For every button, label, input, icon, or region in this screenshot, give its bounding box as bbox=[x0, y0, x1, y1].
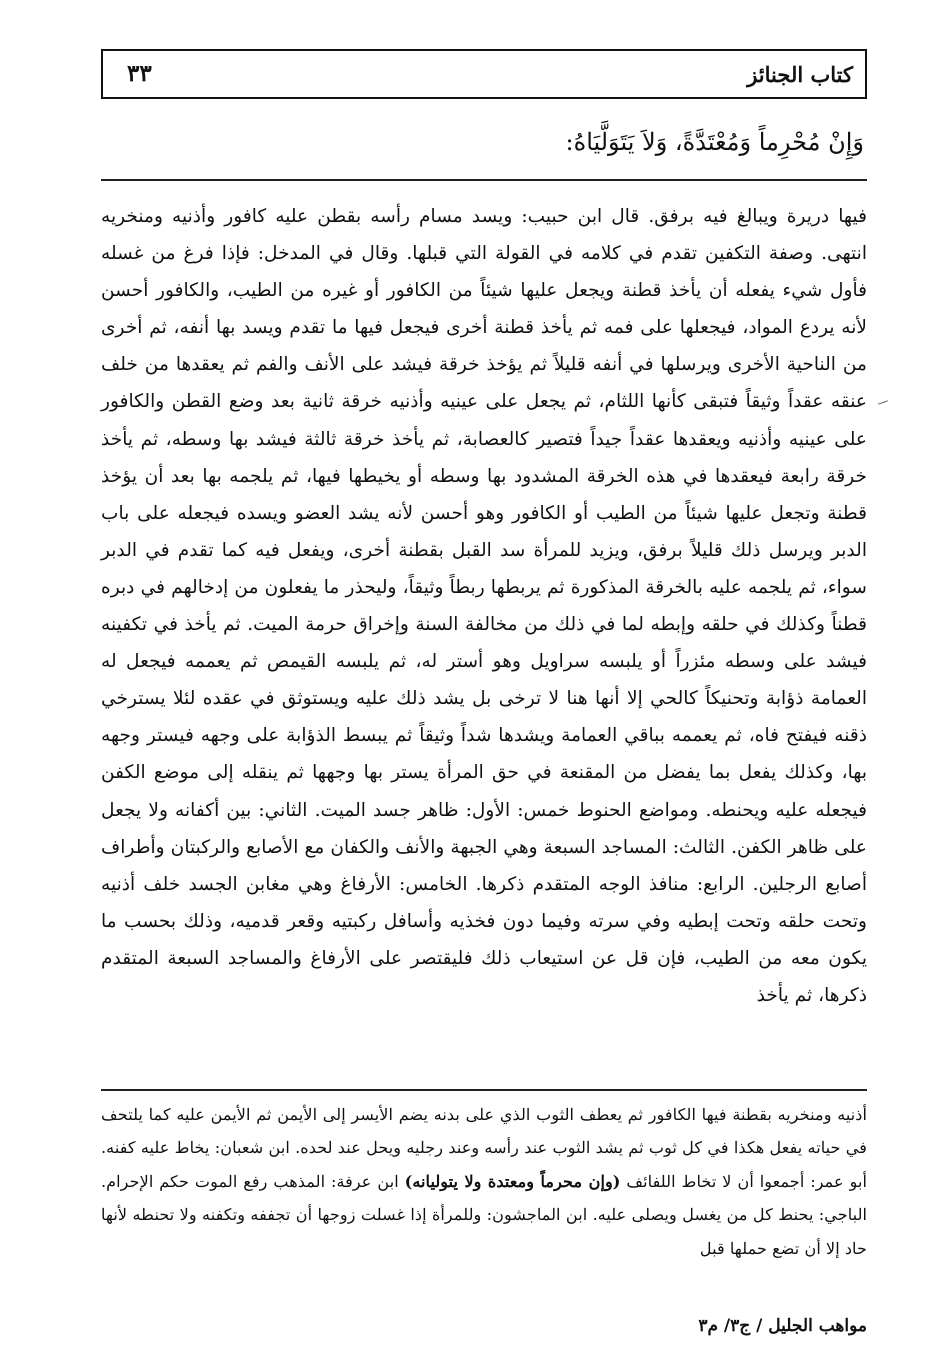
footnote-part2: ابن عرفة: المذهب رفع الموت حكم الإحرام. الباجي: يحنط كل من يغسل ويصلى عليه. ابن الماجشون: وللمرأة إذا غسلت زوجها أن تجففه وتكفنه ولا تحنطه لأنها حاد إلا أن تضع حملها قبل bbox=[101, 1171, 867, 1258]
footnote-bold-quote: (وإن محرماً ومعتدة ولا يتوليانه) bbox=[404, 1171, 621, 1191]
signature-line: مواهب الجليل / ج٣/ م٣ bbox=[698, 1316, 867, 1336]
commentary-text bbox=[101, 198, 867, 1014]
page-number: ٣٣ bbox=[127, 60, 152, 87]
margin-mark bbox=[878, 400, 888, 404]
footnote-text bbox=[101, 1098, 867, 1265]
commentary-paragraph: فيها دريرة ويبالغ فيه برفق. قال ابن حبيب: ويسد مسام رأسه بقطن عليه كافور وأذنيه ومنخريه انتهى. وصفة التكفين تقدم في كلامه في القولة التي قبلها. وقال في المدخل: فإذا فرغ من غسله فأول شيء يفعله أن يأخذ قطنة ويجعل عليها شيئاً من الكافور أو غيره من الطيب، والكافور أحسن لأنه يردع المواد، فيجعلها على فمه ثم يأخذ قطنة أخرى فيجعل فيها ما تقدم ويسد بها أنفه، ثم أخرى من الناحية الأخرى ويرسلها في أنفه قليلاً ثم يؤخذ خرقة فيشد على الأنف والفم ثم يعقدها من خلف عنقه عقداً وثيقاً فتبقى كأنها اللثام، ثم يجعل على عينيه وأذنيه خرقة ثانية بعد وضع القطن والكافور على عينيه وأذنيه ويعقدها عقداً جيداً فتصير كالعصابة، ثم يأخذ خرقة ثالثة فيشد بها وسطه، ثم يأخذ خرقة رابعة فيعقدها في هذه الخرقة المشدود بها وسطه أو يخيطها فيها، ثم يلجمه بها بعد أن يؤخذ قطنة وتجعل عليها شيئاً من الطيب أو الكافور وهو أحسن لأنه يشد العضو ويسده فيجعله على باب الدبر ويرسل ذلك قليلاً برفق، ويزيد للمرأة سد القبل بقطنة أخرى، ويفعل فيه كما تقدم في الدبر سواء، ثم يلجمه عليه بالخرقة المذكورة ثم يربطها ربطاً وثيقاً، وليحذر ما يفعلون من إدخالهم في دبره قطناً وكذلك في حلقه وإبطه لما في ذلك من مخالفة السنة وإخراق حرمة الميت. ثم يأخذ في تكفينه فيشد على وسطه مئزراً أو يلبسه سراويل وهو أستر له، ثم يلبسه القيمص ثم يعممه فيجعل له العمامة ذؤابة وتحنيكاً كالحي إلا أنها هنا لا ترخى بل يشد ذلك عليه ويستوثق في عقده لئلا يسترخي ذقنه فيفتح فاه، ثم يعممه بباقي العمامة ويشدها شداً وثيقاً ثم يبسط الذؤابة على وجهه فيستر وجهه بها، وكذلك يفعل بما يفضل من المقنعة في حق المرأة يستر بها وجهها ثم ينقله إلى موضع الكفن فيجعله عليه ويحنطه. ومواضع الحنوط خمس: الأول: ظاهر جسد الميت. الثاني: بين أكفانه ولا يجعل على ظاهر الكفن. الثالث: المساجد السبعة وهي الجبهة والأنف والكفان مع الأصابع والركبتان وأطراف أصابع الرجلين. الرابع: منافذ الوجه المتقدم ذكرها. الخامس: الأرفاغ وهي مغابن الجسد خلف أذنيه وتحت حلقه وتحت إبطيه وفي سرته وفيما دون فخذيه وأسافل ركبتيه وقعر قدميه، وذلك بحسب ما يكون معه من الطيب، فإن قل عن استيعاب ذلك فليقتصر على الأرفاغ والمساجد السبعة المتقدم ذكرها، ثم يأخذ bbox=[101, 206, 867, 1006]
chapter-title: كتاب الجنائز bbox=[747, 62, 853, 87]
matn-text: وَإِنْ مُحْرِماً وَمُعْتَدَّةً، وَلاَ يَتَوَلَّيَاهُ: bbox=[565, 128, 864, 156]
footnote-part1: أذنيه ومنخريه بقطنة فيها الكافور ثم يعطف الثوب الذي على بدنه يضم الأيسر إلى الأيمن ثم الأيمن عليه كما يلتحف في حياته يفعل هكذا في كل ثوب ثم يشد الثوب عند رأسه وعند رجليه ويحل عند لحده. ابن شعبان: يخاط عليه كفنه. أبو عمر: أجمعوا أن لا تخاط اللفائف bbox=[101, 1105, 867, 1191]
running-header bbox=[101, 49, 867, 99]
matn-separator-rule bbox=[101, 179, 867, 181]
footnote-separator-rule bbox=[101, 1089, 867, 1091]
